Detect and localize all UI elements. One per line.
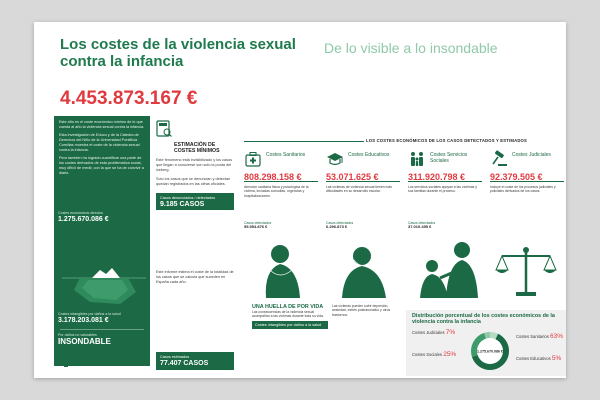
- direct-costs-label: Costes económicos directos: [58, 211, 103, 215]
- cost-name: Costes Judiciales: [512, 152, 551, 158]
- cost-sub-label: Casos detectados: [408, 220, 436, 225]
- cost-description: Incluye el coste de los procesos judiciales y policiales derivados de los casos.: [490, 184, 556, 194]
- cost-sub-label: Casos detectados: [244, 220, 272, 225]
- estimation-text-3-block: [156, 270, 234, 285]
- distribution-item-pct: 5%: [551, 355, 562, 362]
- lifelong-impact-text: Las consecuencias de la violencia sexual acompañan a las víctimas durante toda su vida.: [252, 310, 324, 319]
- intangible-costs-value: 3.178.203.081 €: [58, 317, 109, 324]
- estimation-text-1: Este fenómeno está invisibilizado y los casos que llegan a conocerse son solo la punta del iceberg.: [156, 158, 232, 172]
- cost-value: 53.071.625 €: [326, 175, 400, 181]
- medical-kit-icon: [244, 150, 262, 168]
- page-subtitle: De lo visible a lo insondable: [324, 40, 498, 56]
- cost-column-servicios-sociales: [408, 150, 482, 230]
- left-paragraph-2: Esta investigación de Educo y de la Cátedra de Derechos del Niño de la Universidad Pontificia Comillas muestra el coste de la violencia sexual contra la infancia.: [59, 133, 140, 152]
- cost-value: 92.379.505 €: [490, 175, 564, 181]
- donut-center-value: 1.275.670.086 €: [477, 349, 503, 354]
- detected-cases-value: 9.185 CASOS: [160, 201, 205, 208]
- distribution-item-label: Costes Sociales: [412, 352, 443, 357]
- distribution-item-label: Costes Sanitarios: [516, 334, 549, 339]
- adult-with-child-illustration: [406, 236, 490, 298]
- gavel-icon: [490, 150, 508, 168]
- detected-cases-label: Casos denunciados / detectados: [160, 196, 216, 200]
- iceberg-illustration: [62, 266, 146, 306]
- cost-column-judiciales: [490, 150, 564, 219]
- estimated-cases-value: 77.407 CASOS: [160, 360, 209, 367]
- cost-sub-value: 37.010.455 €: [408, 224, 432, 230]
- left-divider: [60, 329, 144, 330]
- calculator-icon: [156, 120, 172, 138]
- graduation-cap-icon: [326, 150, 344, 168]
- estimation-text-3: Este informe estima el coste de la totalidad de los casos que se calcula que suceden en España cada año.: [156, 270, 234, 284]
- page-title: Los costes de la violencia sexual contra la infancia: [60, 36, 296, 70]
- cost-sub-label: Casos detectados: [326, 220, 354, 225]
- unknown-costs-block: [58, 333, 146, 344]
- lifelong-impact-block: [252, 304, 328, 329]
- direct-costs-block: [58, 211, 146, 222]
- cost-sub-value: 6.296.873 €: [326, 224, 348, 230]
- unknown-costs-value: INSONDABLE: [58, 337, 111, 346]
- left-paragraph-3: Pero también ha logrado cuantificar una parte de los costes derivados de esta problemática social, muy difícil de medir, con la que se ha de convivir a diario.: [59, 156, 144, 175]
- cost-column-sanitarios: [244, 150, 318, 230]
- total-cost: 4.453.873.167 €: [60, 88, 198, 109]
- cost-value: 311.920.798 €: [408, 175, 482, 181]
- unknown-costs-label: Por daños no valorables: [58, 333, 97, 337]
- cost-name: Costes Sanitarios: [266, 152, 306, 158]
- cost-description: Los servicios sociales apoyan a las víctimas y sus familias durante el proceso.: [408, 184, 477, 194]
- distribution-item-pct: 25%: [443, 351, 457, 358]
- section-rule: [244, 141, 364, 142]
- left-summary-column: [54, 116, 150, 366]
- distribution-item: [516, 334, 563, 339]
- distribution-item: [516, 356, 561, 361]
- distribution-item-pct: 63%: [550, 333, 564, 340]
- estimated-cases-box: [156, 352, 234, 370]
- infographic-sheet: [34, 22, 566, 378]
- cost-value: 808.298.158 €: [244, 175, 318, 181]
- detected-cases-box: [156, 193, 234, 210]
- estimation-text-2: Solo los casos que se denuncian y detectan quedan registrados en las cifras oficiales.: [156, 177, 231, 186]
- cost-name: Costes Servicios Sociales: [430, 152, 468, 164]
- cost-description: Las víctimas de violencia sexual tienen más dificultades en su desarrollo escolar.: [326, 184, 392, 194]
- distribution-panel: [406, 310, 566, 376]
- lifelong-impact-heading: UNA HUELLA DE POR VIDA: [252, 304, 324, 310]
- distribution-item: [412, 330, 455, 335]
- distribution-heading: Distribución porcentual de los costes económicos de la violencia contra la infancia: [412, 313, 555, 326]
- child-crouching-illustration: [240, 240, 324, 298]
- estimated-cases-block: [156, 352, 234, 370]
- cost-description: Atención sanitaria física y psicológica de la víctima, incluidas consultas, urgencias y hospitalizaciones.: [244, 184, 309, 198]
- cost-sub-value: 95.954.876 €: [244, 224, 268, 230]
- intro-text: Este año es el coste económico mínimo de lo que cuesta al año la violencia sexual contra la infancia.: [59, 120, 145, 129]
- cost-column-educativos: [326, 150, 400, 230]
- estimation-heading: ESTIMACIÓN DE COSTES MÍNIMOS: [174, 142, 220, 154]
- cost-name: Costes Educativos: [348, 152, 390, 158]
- estimated-cases-label: Casos estimados: [160, 355, 190, 359]
- distribution-donut-chart: [469, 330, 511, 372]
- estimation-column: [156, 116, 234, 366]
- intangible-costs-label: Costes intangibles por daños a la salud: [58, 312, 121, 316]
- lifelong-impact-text-2: Las víctimas pueden sufrir depresión, ansiedad, estrés postraumático y otros trastornos.: [332, 304, 391, 317]
- distribution-item-label: Costes Judiciales: [412, 330, 445, 335]
- section-heading: LOS COSTES ECONÓMICOS DE LOS CASOS DETECTADOS Y ESTIMADOS: [366, 138, 528, 143]
- head-in-hands-illustration: [326, 240, 406, 298]
- direct-costs-value: 1.275.670.086 €: [58, 216, 109, 223]
- intangible-costs-block: [58, 312, 146, 323]
- scales-of-justice-illustration: [494, 244, 558, 298]
- lifelong-impact-box: Costes intangibles por daños a la salud: [252, 321, 328, 329]
- distribution-item-label: Costes Educativos: [516, 356, 551, 361]
- distribution-item: [412, 352, 456, 357]
- logo-icon: [60, 354, 72, 368]
- family-icon: [408, 150, 426, 168]
- distribution-item-pct: 7%: [445, 329, 456, 336]
